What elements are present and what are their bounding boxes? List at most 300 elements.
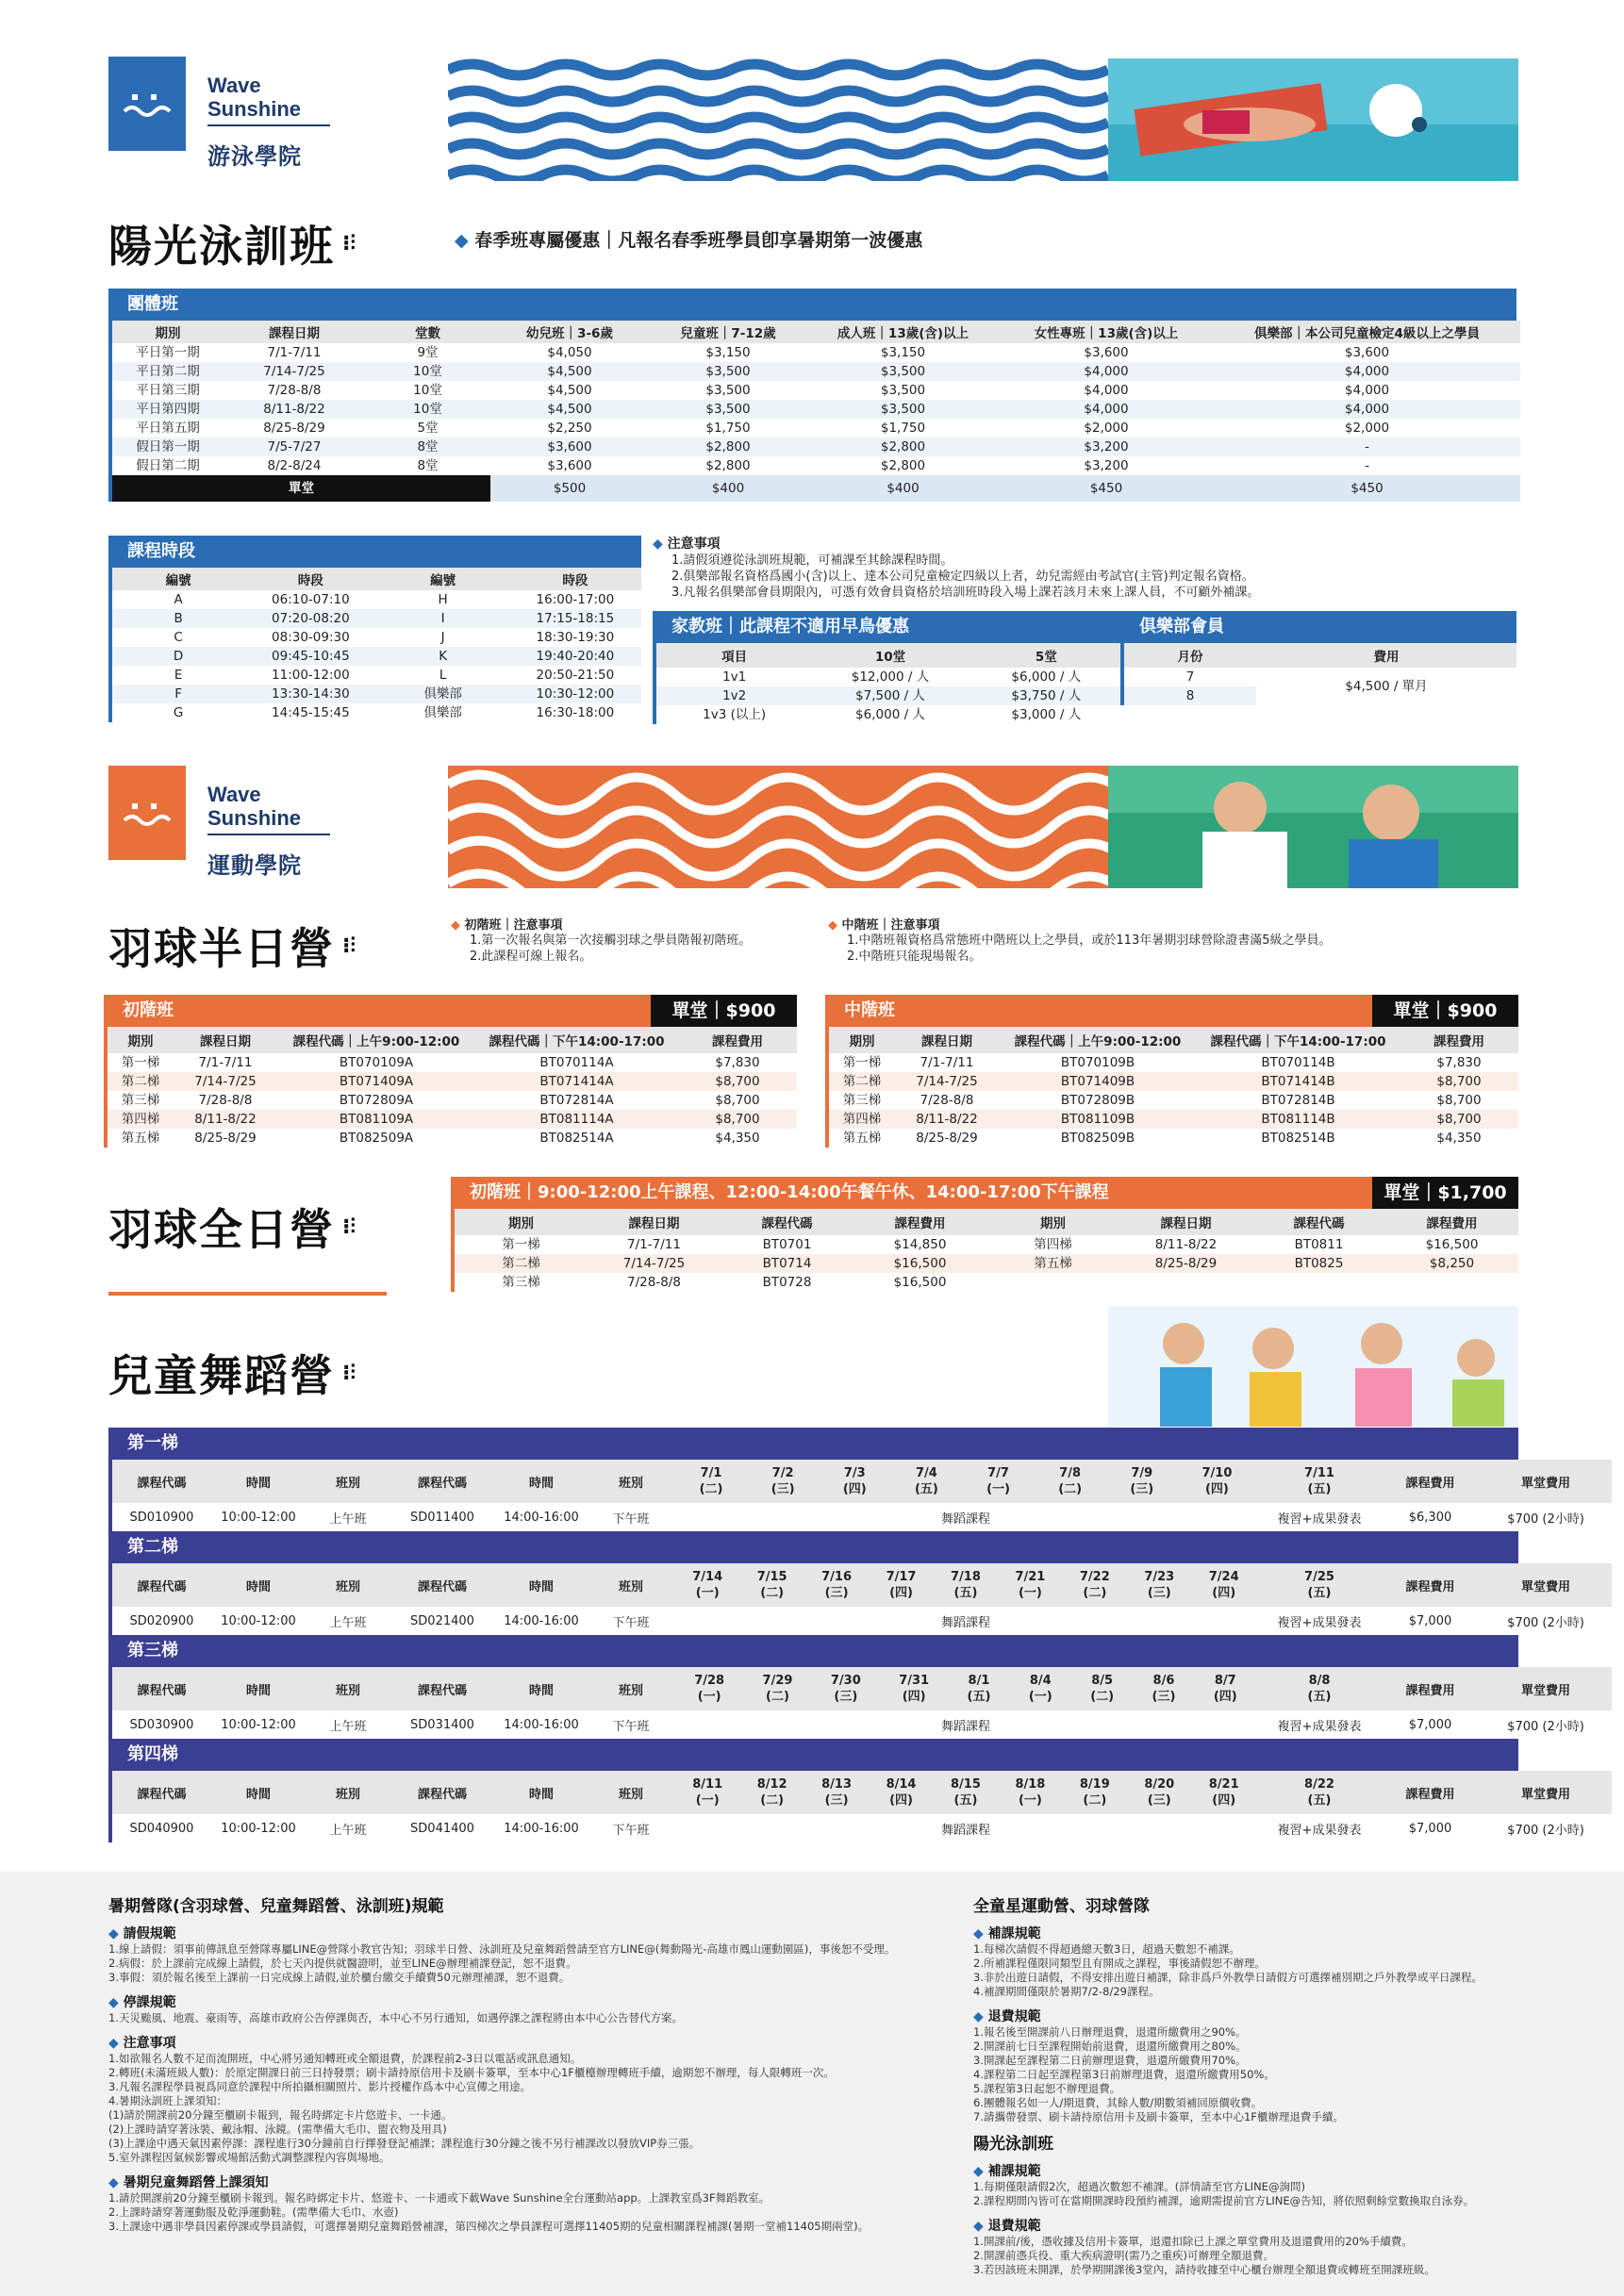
table-cell: 7/14-7/25 xyxy=(224,362,365,381)
dance-cell: SD011400 xyxy=(410,1510,474,1525)
dance-day: (四) xyxy=(1212,1586,1236,1600)
dance-cell: SD041400 xyxy=(410,1821,474,1836)
dance-col-single: 單堂費用 xyxy=(1480,1563,1612,1607)
table-cell xyxy=(1385,1273,1518,1292)
dance-date: 7/25 xyxy=(1304,1570,1334,1584)
swimmer-photo xyxy=(1108,58,1518,181)
dance-cell: 上午班 xyxy=(329,1719,367,1734)
logo-en2: Sunshine xyxy=(207,806,302,830)
table-cell: H xyxy=(438,592,448,607)
dance-date: 7/7 xyxy=(987,1466,1009,1480)
dance-date: 7/30 xyxy=(830,1674,861,1688)
table-header-cell: 10堂 xyxy=(812,643,968,668)
table-cell: 第五梯 xyxy=(842,1131,882,1146)
club-month: 7 xyxy=(1185,669,1195,685)
sport-logo-icon xyxy=(108,766,186,860)
table-row xyxy=(112,703,641,722)
table-cell: $2,800 xyxy=(880,458,926,473)
dance-title: 兒童舞蹈營 xyxy=(108,1350,335,1401)
table-cell: $7,830 xyxy=(1436,1055,1482,1070)
table-cell: 11:00-12:00 xyxy=(272,668,350,683)
rule-line: (3)上課途中遇天氣因素停課：課程進行30分鐘前自行擇發登記補課；課程進行30分鐘之後不另行補課改以發放VIP券三張。 xyxy=(108,2137,701,2150)
times-section xyxy=(108,536,641,722)
club-month: 8 xyxy=(1124,686,1256,705)
table-cell: $2,000 xyxy=(1344,421,1390,436)
table-cell: 第三梯 xyxy=(121,1093,160,1108)
table-cell: BT081114B xyxy=(1197,1110,1400,1129)
table-cell: $8,700 xyxy=(1436,1093,1482,1108)
dance-date: 8/21 xyxy=(1208,1777,1239,1792)
dance-tier xyxy=(108,1428,1584,1531)
private-section xyxy=(653,611,1124,724)
dance-fee: $7,000 xyxy=(1408,1613,1452,1628)
table-cell: BT071409A xyxy=(277,1072,475,1091)
table-cell: 8/11-8/22 xyxy=(174,1110,277,1129)
dance-col-code: 課程代碼 xyxy=(112,1771,211,1814)
badminton-kids-photo xyxy=(1108,766,1518,888)
dance-single: $700 (2小時) xyxy=(1507,1719,1584,1734)
table-cell: 第二梯 xyxy=(829,1072,895,1091)
dance-tier-bar: 第二梯 xyxy=(112,1531,1518,1563)
dance-date: 8/18 xyxy=(1015,1777,1046,1792)
rule-line: 3.非於出遊日請假，不得安排出遊日補課，除非爲戶外教學日請假方可選擇補別期之戶外教學或平日課程。 xyxy=(973,1971,1483,1984)
table-cell: 8/25-8/29 xyxy=(1119,1254,1252,1273)
table-cell: 7/28-8/8 xyxy=(627,1275,681,1290)
table-cell: $8,700 xyxy=(715,1093,760,1108)
table-row xyxy=(112,362,1520,381)
dance-col-fee: 課程費用 xyxy=(1381,1667,1480,1710)
rule-line: 7.請攜帶發票、刷卡請持原信用卡及刷卡簽單，至本中心1F櫃辦理退費手續。 xyxy=(973,2110,1344,2123)
table-header-cell: 課程日期 xyxy=(588,1209,721,1235)
left-rules-title: 暑期營隊(含羽球營、兒童舞蹈營、泳訓班)規範 xyxy=(108,1897,444,1916)
club-header-fee: 費用 xyxy=(1256,643,1516,668)
dance-day: (四) xyxy=(842,1482,867,1496)
dance-day: (一) xyxy=(1018,1586,1042,1600)
table-header-cell: 兒童班｜7-12歲 xyxy=(649,321,807,343)
table-cell: BT082509A xyxy=(339,1131,414,1146)
table-header-cell: 編號 xyxy=(377,568,509,590)
table-row xyxy=(112,1710,1612,1739)
table-cell: BT0825 xyxy=(1252,1254,1385,1273)
rule-line: 2.開課前七日至課程開始前退費，退還所繳費用之80%。 xyxy=(973,2040,1247,2053)
swim-promo: ◆ 春季班專屬優惠｜凡報名春季班學員卽享暑期第一波優惠 xyxy=(455,230,923,251)
rule-line: 1.請於開課前20分鐘至櫃刷卡報到。報名時綁定卡片、悠遊卡、一卡通或下載Wave Sunshine全台運動站app。上課教室爲3F舞蹈教室。 xyxy=(108,2191,771,2205)
dance-col-fee: 課程費用 xyxy=(1381,1460,1480,1503)
rule-line: 6.團體報名如一人/期退費，其餘人數/期數須補回原價收費。 xyxy=(973,2096,1263,2109)
table-cell: 1v2 xyxy=(656,686,812,705)
dance-date: 8/20 xyxy=(1144,1777,1175,1792)
dance-final-label: 複習+成果發表 xyxy=(1277,1615,1362,1630)
basic-class-bar: 初階班 xyxy=(108,995,651,1027)
dance-day: (三) xyxy=(1152,1690,1176,1704)
rule-line: 2.轉班(未滿班級人數)：於原定開課日前三日持發票；刷卡請持原信用卡及刷卡簽單，至本中心1F櫃檯辦理轉班手續，逾期恕不辦理，每人限轉班一次。 xyxy=(108,2066,835,2079)
basic-class-section xyxy=(104,995,797,1148)
dance-date: 8/19 xyxy=(1079,1777,1110,1792)
dance-col-fee: 課程費用 xyxy=(1381,1771,1480,1814)
dance-date: 8/14 xyxy=(886,1777,917,1792)
table-cell: 俱樂部 xyxy=(377,685,509,703)
table-cell: 16:00-17:00 xyxy=(536,592,615,607)
table-cell: $3,000 / 人 xyxy=(1011,707,1082,722)
table-cell: BT081109B xyxy=(999,1110,1197,1129)
dance-date: 7/21 xyxy=(1015,1570,1046,1584)
table-header-cell: 時段 xyxy=(509,568,641,590)
table-row xyxy=(829,1072,1518,1091)
dance-cell: 10:00-12:00 xyxy=(221,1821,296,1836)
note-line: 2.中階班只能現場報名。 xyxy=(847,950,982,964)
table-cell: 10:30-12:00 xyxy=(509,685,641,703)
table-row xyxy=(455,1235,1518,1254)
table-cell: - xyxy=(1214,438,1520,456)
rule-line: 2.所補課程僅限同類型且有開成之課程，事後請假恕不辦理。 xyxy=(973,1957,1266,1970)
table-header-cell: 5堂 xyxy=(969,643,1124,668)
rule-line: 4.補課期間僅限於暑期7/2-8/29課程。 xyxy=(973,1985,1160,1998)
rule-subtitle: ◆ 暑期兒童舞蹈營上課須知 xyxy=(108,2172,967,2191)
table-header-cell: 課程代碼 xyxy=(721,1209,853,1235)
dance-date: 7/18 xyxy=(951,1570,981,1584)
dance-cell: 14:00-16:00 xyxy=(504,1717,579,1732)
basic-notes xyxy=(451,915,809,965)
dance-day: (五) xyxy=(914,1482,938,1496)
dance-cell: SD040900 xyxy=(129,1821,194,1836)
dance-day: (四) xyxy=(889,1586,913,1600)
rule-subtitle: ◆ 補課規範 xyxy=(973,1924,1520,1942)
mid-notes xyxy=(828,915,1516,965)
club-header-month: 月份 xyxy=(1124,643,1256,668)
dance-date: 8/15 xyxy=(951,1777,981,1792)
dance-col-class: 班別 xyxy=(306,1563,390,1607)
table-row xyxy=(108,1053,797,1072)
table-cell: 假日第一期 xyxy=(112,438,224,456)
dance-day: (二) xyxy=(699,1482,723,1496)
rule-subtitle: ◆ 補課規範 xyxy=(973,2161,1520,2180)
mid-price-tag: 單堂｜$900 xyxy=(1372,995,1518,1027)
dance-date: 7/15 xyxy=(756,1570,787,1584)
dancing-kids-photo xyxy=(1108,1306,1518,1427)
dance-day: (二) xyxy=(760,1793,785,1808)
rule-line: 1.開課前/後，憑收據及信用卡簽單，退還扣除已上課之單堂費用及退還費用的20%手續費。 xyxy=(973,2235,1413,2248)
table-cell: BT072809B xyxy=(1060,1093,1135,1108)
club-bar: 俱樂部會員 xyxy=(1124,611,1516,643)
table-cell: BT070114A xyxy=(539,1055,614,1070)
table-cell: $7,830 xyxy=(715,1055,760,1070)
rule-line: 1.每期僅限請假2次，超過次數恕不補課。(詳情請至官方LINE@詢問) xyxy=(973,2180,1305,2193)
table-row xyxy=(829,1091,1518,1110)
dance-day: (二) xyxy=(1083,1586,1107,1600)
table-cell: $6,000 / 人 xyxy=(1011,669,1082,685)
table-cell: $12,000 / 人 xyxy=(851,669,930,685)
dance-col-time: 時間 xyxy=(211,1667,306,1710)
rule-line: 1.報名後至開課前八日辦理退費，退還所繳費用之90%。 xyxy=(973,2025,1247,2039)
table-cell: $4,000 xyxy=(1344,383,1390,398)
right-rules-title: 全童星運動營、羽球營隊 xyxy=(973,1897,1150,1916)
table-row xyxy=(112,381,1520,400)
table-cell: $4,050 xyxy=(547,345,592,360)
table-cell: 9堂 xyxy=(417,345,439,360)
dance-last-date xyxy=(1258,1771,1381,1814)
dance-day: (五) xyxy=(953,1586,978,1600)
full-day-price-tag: 單堂｜$1,700 xyxy=(1372,1177,1518,1209)
dance-date: 7/23 xyxy=(1144,1570,1175,1584)
table-cell: BT070109A xyxy=(339,1055,414,1070)
swim-notes xyxy=(653,534,1520,601)
table-cell: C xyxy=(174,630,183,645)
dance-section xyxy=(108,1428,1584,1842)
dance-cell: 上午班 xyxy=(329,1615,367,1630)
table-cell: $3,600 xyxy=(1344,345,1390,360)
dance-day: (一) xyxy=(695,1793,720,1808)
dance-col-time: 時間 xyxy=(494,1460,588,1503)
dance-col-class: 班別 xyxy=(588,1667,673,1710)
table-cell: 7/28-8/8 xyxy=(267,383,322,398)
dance-day: (二) xyxy=(1090,1690,1115,1704)
table-cell: $2,800 xyxy=(705,458,751,473)
dance-col-time: 時間 xyxy=(211,1563,306,1607)
table-row xyxy=(108,1091,797,1110)
table-header-cell: 女性專班｜13歲(含)以上 xyxy=(999,321,1214,343)
dance-dates xyxy=(673,1771,1258,1814)
table-cell: 第一梯 xyxy=(502,1237,540,1252)
dance-day: (四) xyxy=(1204,1482,1229,1496)
table-header-cell: 課程代碼｜上午9:00-12:00 xyxy=(999,1027,1197,1053)
dance-col-code: 課程代碼 xyxy=(112,1460,211,1503)
group-class-section xyxy=(108,289,1516,502)
table-cell: 俱樂部 xyxy=(423,705,462,720)
table-cell: 7/1-7/11 xyxy=(627,1237,681,1252)
dance-single: $700 (2小時) xyxy=(1507,1511,1584,1527)
table-cell: 13:30-14:30 xyxy=(244,685,376,703)
single-price: $400 xyxy=(807,475,999,502)
dance-dates xyxy=(673,1563,1258,1607)
table-cell: $8,250 xyxy=(1385,1254,1518,1273)
table-cell: 07:20-08:20 xyxy=(244,609,376,628)
table-cell: $4,000 xyxy=(999,362,1214,381)
dance-dates xyxy=(673,1460,1258,1503)
table-cell: J xyxy=(440,630,445,645)
mid-class-bar: 中階班 xyxy=(829,995,1372,1027)
table-cell: $4,000 xyxy=(1084,383,1129,398)
dance-final-label: 複習+成果發表 xyxy=(1277,1719,1362,1734)
single-label: 單堂 xyxy=(112,475,490,502)
table-row xyxy=(112,419,1520,438)
table-header-cell: 期別 xyxy=(455,1209,588,1235)
rule-line: 1.線上請假：須事前傳訊息至營隊專屬LINE@營隊小教官告知；羽球半日營、泳訓班及兒童舞蹈營請至官方LINE@(舞動陽光-高雄市鳳山運動園區)，事後恕不受理。 xyxy=(108,1942,896,1956)
dance-date: 7/16 xyxy=(821,1570,853,1584)
logo-en1: Wave xyxy=(207,74,261,97)
table-cell: 8堂 xyxy=(365,438,490,456)
table-cell: $3,500 xyxy=(649,362,807,381)
rule-subtitle: ◆ 停課規範 xyxy=(108,1992,967,2011)
table-cell: BT082509B xyxy=(1060,1131,1135,1146)
dance-col-code: 課程代碼 xyxy=(390,1563,494,1607)
rule-line: 4.暑期泳訓班上課須知： xyxy=(108,2094,227,2107)
swim-notes-title: ◆ 注意事項 xyxy=(653,534,1520,553)
table-row xyxy=(112,456,1520,475)
times-bar: 課程時段 xyxy=(112,536,641,568)
dance-table xyxy=(112,1460,1612,1531)
table-cell: 第四梯 xyxy=(1034,1237,1072,1252)
table-header-cell: 項目 xyxy=(656,643,812,668)
dance-last-date xyxy=(1258,1563,1381,1607)
table-cell: $1,750 xyxy=(880,421,926,436)
rule-subtitle: ◆ 請假規範 xyxy=(108,1924,967,1942)
dance-course-label: 舞蹈課程 xyxy=(940,1719,990,1734)
dance-cell: SD031400 xyxy=(410,1717,474,1732)
dance-col-code: 課程代碼 xyxy=(390,1667,494,1710)
dance-date: 7/17 xyxy=(886,1570,917,1584)
rule-line: 5.室外課程因氣候影響或場館活動式調整課程內容與場地。 xyxy=(108,2151,390,2164)
table-row xyxy=(112,1814,1612,1842)
dance-day: (三) xyxy=(1147,1586,1171,1600)
club-table xyxy=(1124,643,1516,705)
table-row xyxy=(112,666,641,685)
dance-date: 7/28 xyxy=(694,1674,725,1688)
table-row xyxy=(112,647,641,666)
table-cell: BT0714 xyxy=(721,1254,853,1273)
table-cell: 16:30-18:00 xyxy=(536,705,615,720)
dance-date: 7/3 xyxy=(843,1466,866,1480)
dance-date: 8/5 xyxy=(1091,1674,1114,1688)
table-row xyxy=(455,1254,1518,1273)
table-cell: E xyxy=(174,668,183,683)
table-cell: 10堂 xyxy=(365,400,490,419)
dance-course-label: 舞蹈課程 xyxy=(940,1511,990,1527)
table-header-cell: 課程費用 xyxy=(1385,1209,1518,1235)
dance-col-code: 課程代碼 xyxy=(112,1667,211,1710)
dance-date: 8/11 xyxy=(692,1777,723,1792)
table-header-cell: 課程日期 xyxy=(224,321,365,343)
dance-tier xyxy=(108,1531,1584,1635)
dance-day: (三) xyxy=(1130,1482,1154,1496)
table-cell: G xyxy=(173,705,184,720)
table-cell: $3,750 / 人 xyxy=(969,686,1124,705)
swim-wave-banner xyxy=(448,58,1108,181)
dance-col-class: 班別 xyxy=(306,1771,390,1814)
table-cell: BT071414A xyxy=(475,1072,678,1091)
dance-col-class: 班別 xyxy=(588,1563,673,1607)
table-cell: I xyxy=(377,609,509,628)
table-cell: 18:30-19:30 xyxy=(536,630,615,645)
dance-cell: 14:00-16:00 xyxy=(504,1510,579,1525)
dance-last-date xyxy=(1258,1667,1381,1710)
mid-notes-title: ◆ 中階班｜注意事項 xyxy=(828,915,1516,933)
note-line: 2.此課程可線上報名。 xyxy=(470,950,592,964)
dance-col-class: 班別 xyxy=(588,1771,673,1814)
table-cell: L xyxy=(439,668,447,683)
title-mark-icon: ⁝⫶ xyxy=(342,231,356,256)
right2-rules-title: 陽光泳訓班 xyxy=(973,2135,1053,2154)
table-row xyxy=(112,343,1520,362)
table-cell: B xyxy=(112,609,244,628)
dance-col-class: 班別 xyxy=(588,1460,673,1503)
dance-col-time: 時間 xyxy=(494,1771,588,1814)
table-cell: $14,850 xyxy=(893,1237,947,1252)
table-cell: 第五梯 xyxy=(121,1131,160,1146)
badminton-half-title: 羽球半日營 xyxy=(108,923,335,974)
table-cell: $3,600 xyxy=(1084,345,1129,360)
dance-day: (五) xyxy=(953,1793,978,1808)
private-bar: 家教班｜此課程不適用早鳥優惠 xyxy=(656,611,1124,643)
single-price: $400 xyxy=(649,475,807,502)
table-cell: 7/14-7/25 xyxy=(588,1254,721,1273)
table-row xyxy=(108,1129,797,1148)
dance-date: 7/1 xyxy=(700,1466,722,1480)
dance-table xyxy=(112,1563,1612,1635)
dance-cell: SD021400 xyxy=(410,1613,474,1628)
single-price: $450 xyxy=(999,475,1214,502)
table-row xyxy=(112,1607,1612,1635)
rule-line: 2.開課前憑兵役、重大疾病證明(需乃之重疾)可辦理全額退費。 xyxy=(973,2249,1274,2262)
table-cell: $3,150 xyxy=(880,345,926,360)
table-cell: $2,250 xyxy=(547,421,592,436)
table-cell: 14:45-15:45 xyxy=(272,705,350,720)
dance-tier xyxy=(108,1635,1584,1739)
table-cell: $8,700 xyxy=(1400,1110,1518,1129)
rule-line: (1)請於開課前20分鐘至櫃刷卡報到，報名時綁定卡片悠遊卡、一卡通。 xyxy=(108,2108,453,2122)
full-day-bar: 初階班｜9:00-12:00上午課程、12:00-14:00午餐午休、14:00-17:00下午課程 xyxy=(455,1177,1372,1209)
table-cell: $8,700 xyxy=(678,1110,797,1129)
table-cell: 7/1-7/11 xyxy=(198,1055,253,1070)
table-cell: 8/25-8/29 xyxy=(194,1131,257,1146)
rule-subtitle: ◆ 退費規範 xyxy=(973,2216,1520,2235)
logo-cn: 運動學院 xyxy=(207,852,302,879)
table-cell: 5堂 xyxy=(417,421,439,436)
table-row xyxy=(656,686,1124,705)
table-header-cell: 課程代碼｜下午14:00-17:00 xyxy=(475,1027,678,1053)
dance-day: (三) xyxy=(824,1793,849,1808)
table-cell: 第四梯 xyxy=(829,1110,895,1129)
club-fee: $4,500 / 單月 xyxy=(1345,679,1428,694)
table-row xyxy=(112,1503,1612,1531)
club-section xyxy=(1120,611,1516,705)
table-header-cell: 課程費用 xyxy=(1400,1027,1518,1053)
dance-course-label: 舞蹈課程 xyxy=(940,1615,990,1630)
dance-col-single: 單堂費用 xyxy=(1480,1460,1612,1503)
rule-line: 2.課程期間內皆可在當期開課時段預約補課，逾期需提前官方LINE@告知，將依照剩餘堂數換取自泳券。 xyxy=(973,2194,1475,2207)
table-cell: 17:15-18:15 xyxy=(509,609,641,628)
logo-cn: 游泳學院 xyxy=(207,143,302,170)
mid-class-section xyxy=(825,995,1518,1148)
note-line: 1.第一次報名與第一次接觸羽球之學員階報初階班。 xyxy=(470,933,752,948)
table-cell: BT072814A xyxy=(539,1093,614,1108)
table-row xyxy=(112,628,641,647)
dance-day: (二) xyxy=(1058,1482,1083,1496)
table-cell: 第四梯 xyxy=(108,1110,174,1129)
table-row xyxy=(656,668,1124,686)
dance-tier-bar: 第一梯 xyxy=(112,1428,1518,1460)
table-cell: 7/1-7/11 xyxy=(920,1055,974,1070)
table-cell: BT071409B xyxy=(999,1072,1197,1091)
table-cell: $16,500 xyxy=(893,1275,947,1290)
badminton-full-title: 羽球全日營 xyxy=(108,1204,335,1255)
basic-class-table xyxy=(108,1027,797,1148)
dance-cell: 14:00-16:00 xyxy=(504,1613,579,1628)
rule-line: 3.開課起至課程第二日前辦理退費，退還所繳費用70%。 xyxy=(973,2054,1247,2067)
table-cell xyxy=(1119,1273,1252,1292)
table-cell: $4,500 xyxy=(547,383,592,398)
dance-cell: SD030900 xyxy=(129,1717,194,1732)
table-cell: K xyxy=(377,647,509,666)
group-class-bar: 團體班 xyxy=(112,289,1516,321)
table-row xyxy=(108,1072,797,1091)
full-day-table xyxy=(455,1209,1518,1292)
table-cell: $2,800 xyxy=(649,438,807,456)
note-line: 2.俱樂部報名資格爲國小(含)以上、達本公司兒童檢定四級以上者，幼兒需經由考試官(主管)判定報名資格。 xyxy=(671,570,1254,584)
rule-line: 3.事假：須於報名後至上課前一日完成線上請假,並於櫃台繳交手續費50元辦理補課，恕不退費。 xyxy=(108,1971,571,1984)
rule-line: 2.病假：於上課前完成線上請假，於七天內提供就醫證明，並至LINE@辦理補課登記，恕不退費。 xyxy=(108,1957,577,1970)
table-cell: $8,700 xyxy=(1400,1072,1518,1091)
rule-line: (2)上課時請穿著泳裝、戴泳帽、泳鏡。(需準備大毛巾、盥衣物及用具) xyxy=(108,2123,447,2136)
